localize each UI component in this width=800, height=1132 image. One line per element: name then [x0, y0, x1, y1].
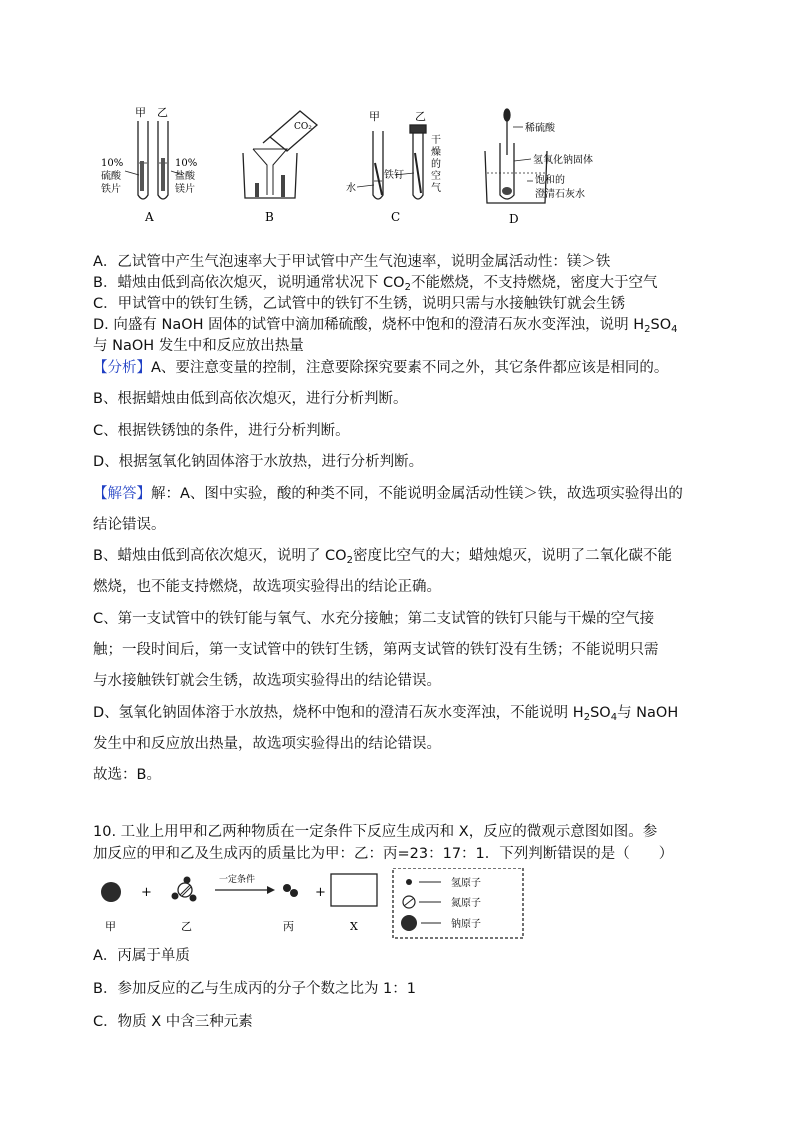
fig-a-tube1-label: 甲 — [135, 106, 146, 119]
plus-1: + — [141, 885, 152, 900]
answer-d-line2: 发生中和反应放出热量，故选项实验得出的结论错误。 — [93, 736, 441, 752]
answer-a-line2: 结论错误。 — [93, 517, 166, 533]
legend-hydrogen: 氢原子 — [451, 878, 481, 889]
fig-c-air-3: 的 — [431, 159, 441, 170]
fig-a-right-l3: 镁片 — [175, 184, 195, 195]
sodium-atom-icon — [101, 882, 121, 902]
fig-d-lime-l2: 澄清石灰水 — [535, 189, 585, 200]
fig-a-right-l2: 盐酸 — [175, 171, 195, 182]
label-yi: 乙 — [181, 920, 192, 933]
label-x: X — [350, 920, 358, 933]
legend-nitrogen: 氮原子 — [451, 898, 481, 909]
answer-c-line1: C、第一支试管中的铁钉能与氧气、水充分接触；第二支试管的铁钉只能与干燥的空气接 — [93, 611, 655, 627]
label-jia: 甲 — [105, 920, 116, 933]
analysis-c: C、根据铁锈蚀的条件，进行分析判断。 — [93, 423, 350, 439]
fig-c-air-4: 空 — [431, 171, 441, 182]
fig-d-solid-label: 氢氧化钠固体 — [533, 155, 593, 166]
fig-a-left-l2: 硫酸 — [101, 171, 121, 182]
q9-option-d: D. 向盛有 NaOH 固体的试管中滴加稀硫酸，烧杯中饱和的澄清石灰水变浑浊，说明 $H_2SO_4$ — [93, 317, 678, 335]
hydrogen-molecule-icon — [283, 884, 298, 897]
analysis-tag: 【分析】 — [93, 360, 151, 376]
fig-c-caption: C — [391, 210, 401, 224]
legend-hydrogen-icon — [406, 879, 412, 885]
reaction-figure — [95, 868, 525, 942]
answer-tag: 【解答】 — [93, 486, 151, 502]
q10-option-c: C．物质 X 中含三种元素 — [93, 1014, 253, 1030]
q10-option-b: B．参加反应的乙与生成丙的分子个数之比为 1：1 — [93, 981, 417, 997]
fig-c-water-label: 水 — [346, 183, 356, 194]
fig-b-bottle-label: CO₂ — [294, 122, 312, 132]
answer-b-line2: 燃烧，也不能支持燃烧，故选项实验得出的结论正确。 — [93, 579, 441, 595]
fig-a-tube2-label: 乙 — [157, 106, 168, 119]
fig-b-caption: B — [265, 210, 274, 224]
fig-c-tube1-label: 甲 — [369, 110, 380, 123]
fig-a-left-l3: 铁片 — [101, 184, 121, 195]
fig-d-caption: D — [509, 212, 519, 226]
answer-c-line3: 与水接触铁钉就会生锈，故选项实验得出的结论错误。 — [93, 673, 441, 689]
answer-choice: 故选：B。 — [93, 767, 161, 783]
fig-a-left-l1: 10% — [101, 158, 124, 169]
fig-c-tube2-label: 乙 — [415, 110, 426, 123]
fig-c-air-5: 气 — [431, 183, 441, 194]
legend-sodium: 钠原子 — [451, 919, 481, 930]
q9-option-a: A．乙试管中产生气泡速率大于甲试管中产生气泡速率，说明金属活动性：镁＞铁 — [93, 254, 611, 270]
analysis-b: B、根据蜡烛由低到高依次熄灭，进行分析判断。 — [93, 391, 408, 407]
ammonia-molecule-icon — [172, 877, 197, 902]
legend-sodium-icon — [401, 915, 417, 931]
answer-b-line1: B、蜡烛由低到高依次熄灭，说明了 $CO_2$密度比空气的大；蜡烛熄灭，说明了二氧化碳不能 — [93, 548, 672, 566]
analysis-a: 【分析】A、要注意变量的控制，注意要除探究要素不同之外，其它条件都应该是相同的。 — [93, 360, 669, 376]
answer-a-line1: 【解答】解：A、图中实验，酸的种类不同，不能说明金属活动性镁＞铁，故选项实验得出的 — [93, 486, 683, 502]
answer-c-line2: 触；一段时间后，第一支试管中的铁钉生锈，第两支试管的铁钉没有生锈；不能说明只需 — [93, 642, 659, 658]
q9-option-c: C．甲试管中的铁钉生锈，乙试管中的铁钉不生锈，说明只需与水接触铁钉就会生锈 — [93, 296, 626, 312]
plus-2: + — [315, 885, 326, 900]
fig-a-caption: A — [145, 210, 154, 224]
answer-d-line1: D、氢氧化钠固体溶于水放热，烧杯中饱和的澄清石灰水变浑浊，不能说明 $H_2SO_4$与 NaOH — [93, 705, 679, 723]
label-bing: 丙 — [283, 920, 294, 933]
q10-stem-line2: 加反应的甲和乙及生成丙的质量比为甲：乙：丙=23：17：1．下列判断错误的是（ ） — [93, 846, 674, 862]
figure-c — [357, 125, 426, 199]
reaction-condition: 一定条件 — [219, 875, 256, 885]
fig-c-nail-label: 铁钉 — [384, 170, 404, 181]
q10-option-a: A．丙属于单质 — [93, 948, 190, 964]
fig-a-right-l1: 10% — [175, 158, 198, 169]
fig-d-acid-label: 稀硫酸 — [525, 123, 555, 134]
unknown-product-box — [331, 874, 377, 906]
fig-c-air-1: 干 — [431, 135, 441, 146]
experiment-figure — [95, 103, 635, 233]
fig-c-air-2: 燥 — [431, 147, 441, 158]
q10-stem-line1: 10. 工业上用甲和乙两种物质在一定条件下反应生成丙和 X，反应的微观示意图如图。参 — [93, 824, 658, 840]
analysis-d: D、根据氢氧化钠固体溶于水放热，进行分析判断。 — [93, 454, 424, 470]
q9-option-b: B．蜡烛由低到高依次熄灭，说明通常状况下 $CO_2$不能燃烧，不支持燃烧，密度大于空气 — [93, 275, 658, 293]
fig-d-lime-l1: 饱和的 — [535, 175, 565, 186]
q9-option-d-line2: 与 NaOH 发生中和反应放出热量 — [93, 338, 304, 354]
